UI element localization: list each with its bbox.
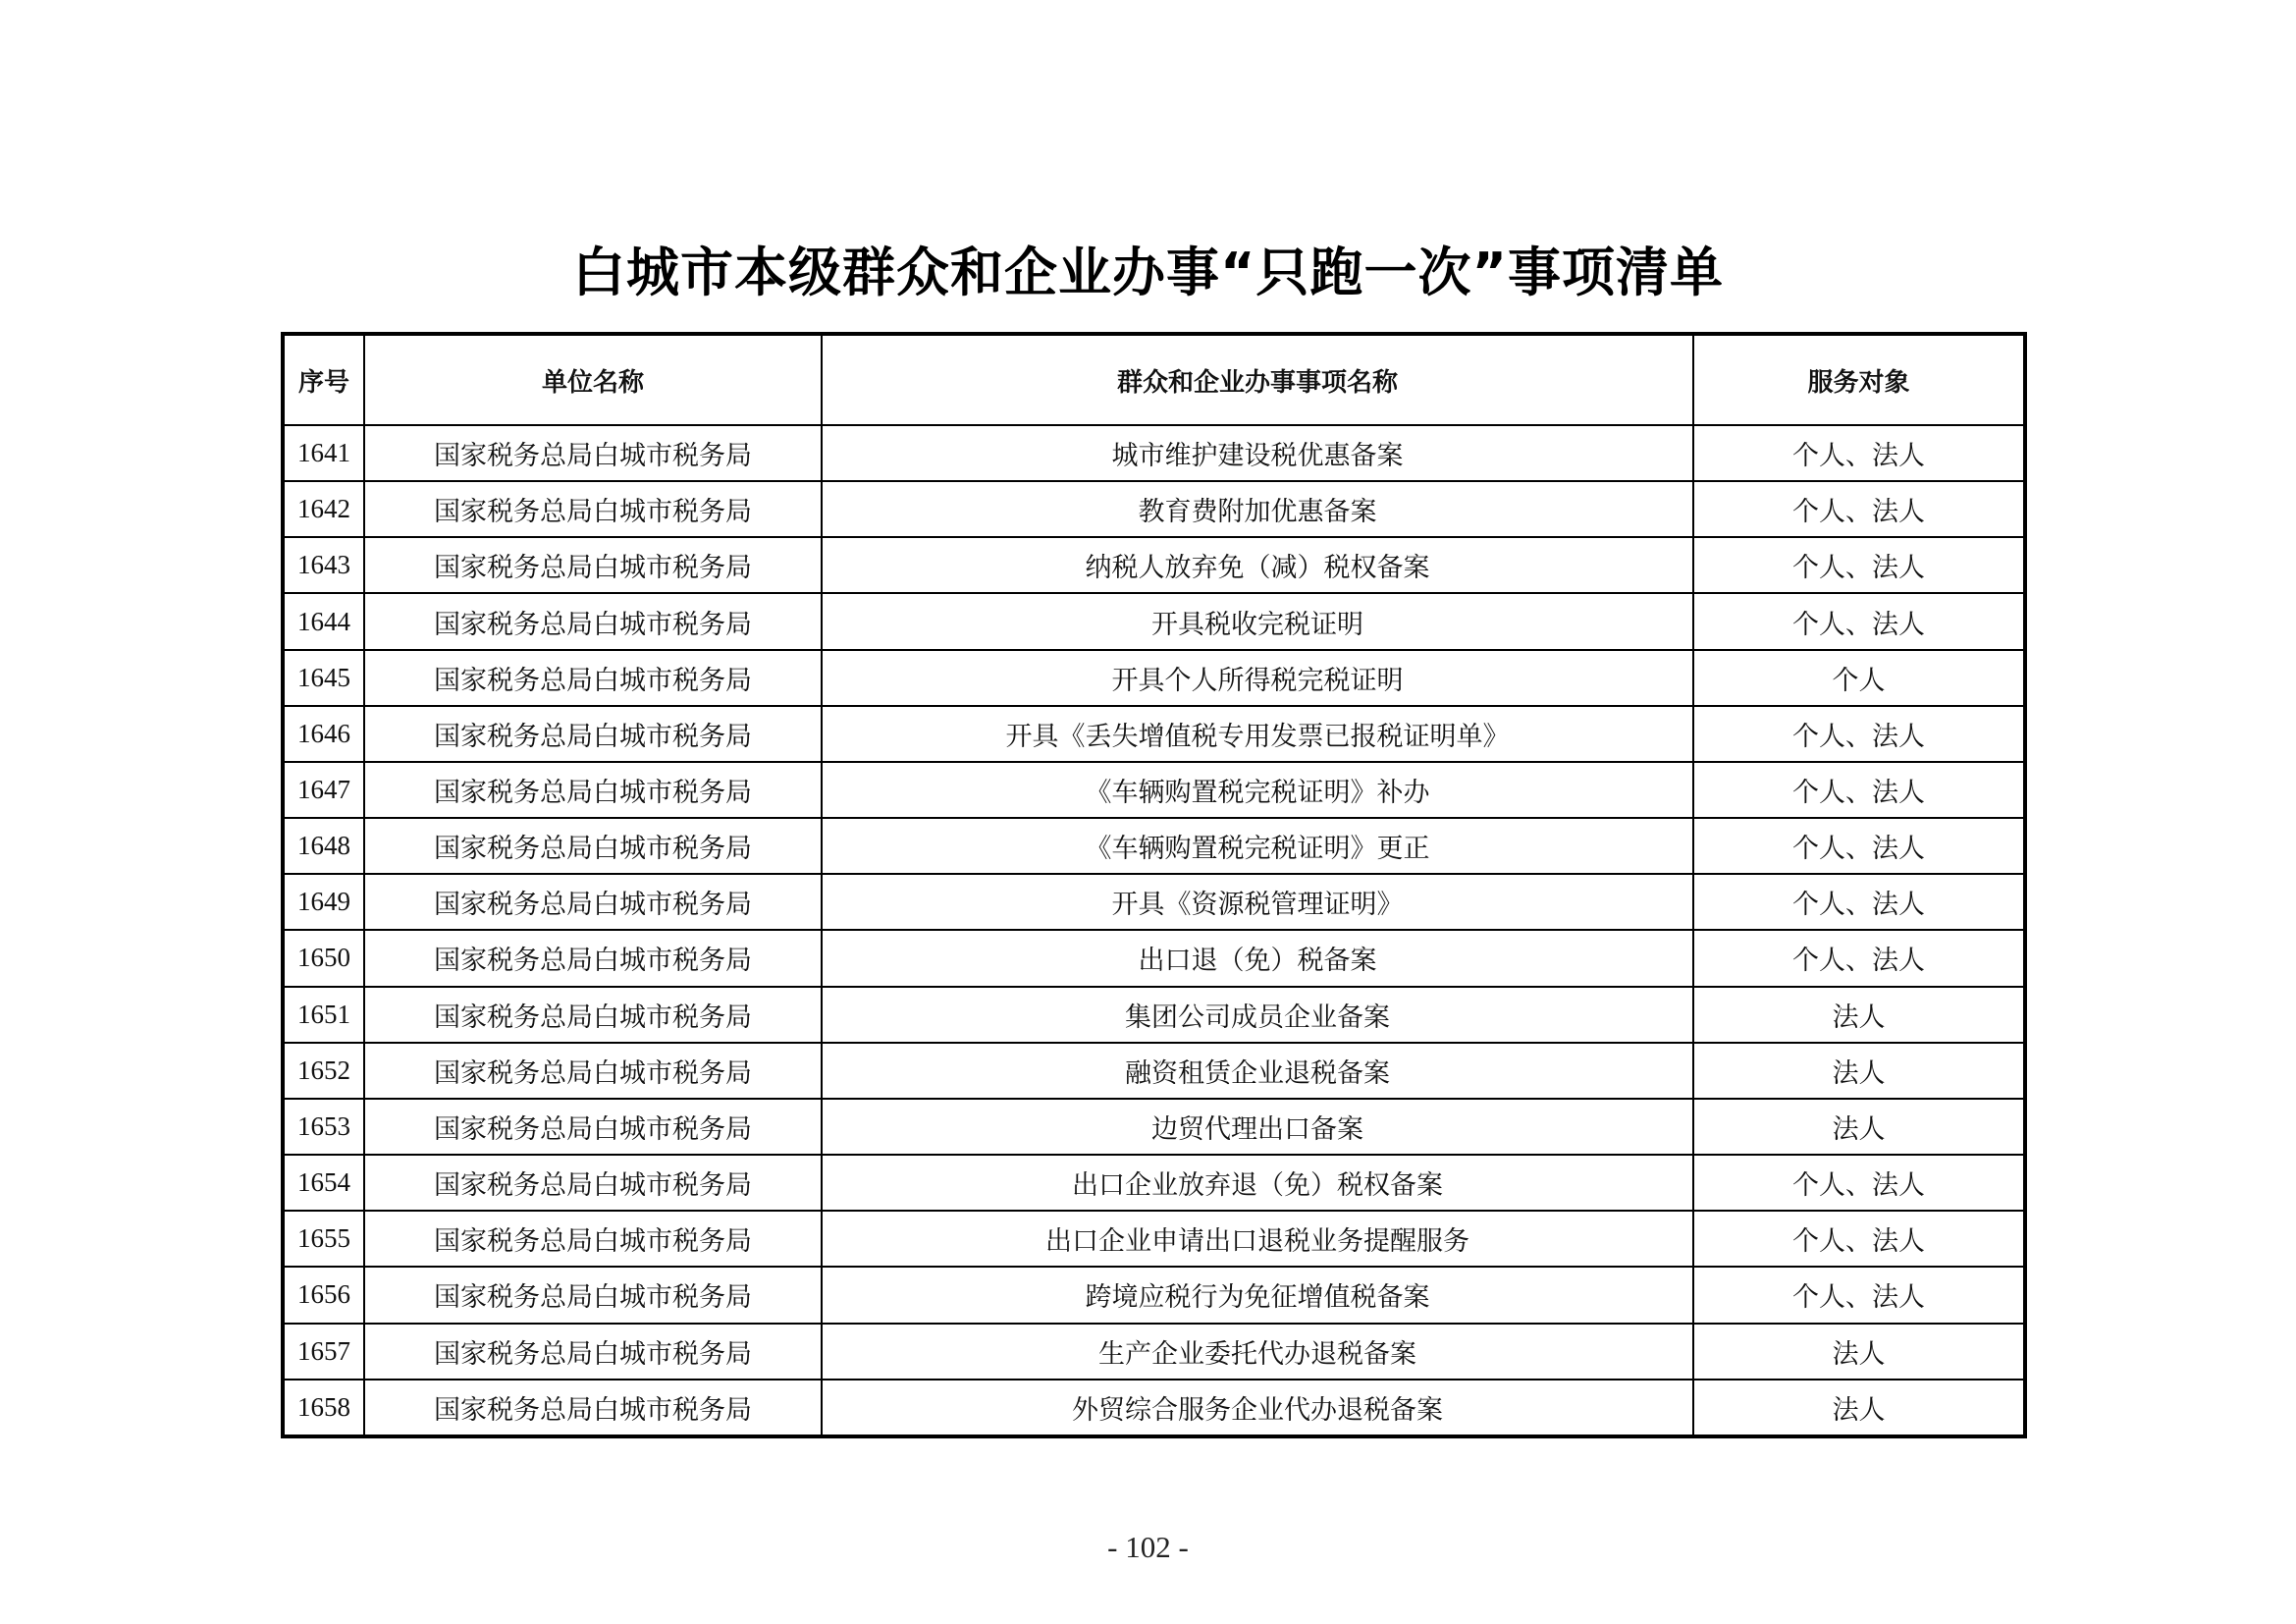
table-row <box>283 1267 2025 1323</box>
cell-unit: 国家税务总局白城市税务局 <box>364 1380 822 1436</box>
cell-seq: 1649 <box>283 874 364 930</box>
cell-seq: 1644 <box>283 593 364 649</box>
cell-target: 法人 <box>1693 987 2025 1043</box>
table-row <box>283 1211 2025 1267</box>
cell-item: 生产企业委托代办退税备案 <box>822 1324 1693 1380</box>
table-row <box>283 1324 2025 1380</box>
cell-target: 个人、法人 <box>1693 1267 2025 1323</box>
header-unit: 单位名称 <box>364 334 822 425</box>
cell-item: 边贸代理出口备案 <box>822 1099 1693 1155</box>
table-row <box>283 930 2025 986</box>
cell-target: 个人 <box>1693 650 2025 706</box>
cell-target: 个人、法人 <box>1693 593 2025 649</box>
cell-unit: 国家税务总局白城市税务局 <box>364 650 822 706</box>
cell-seq: 1646 <box>283 706 364 762</box>
cell-item: 开具《资源税管理证明》 <box>822 874 1693 930</box>
cell-seq: 1653 <box>283 1099 364 1155</box>
cell-item: 出口企业放弃退（免）税权备案 <box>822 1155 1693 1211</box>
cell-target: 个人、法人 <box>1693 930 2025 986</box>
cell-seq: 1648 <box>283 818 364 874</box>
cell-unit: 国家税务总局白城市税务局 <box>364 1099 822 1155</box>
cell-item: 开具《丢失增值税专用发票已报税证明单》 <box>822 706 1693 762</box>
cell-unit: 国家税务总局白城市税务局 <box>364 1043 822 1099</box>
cell-target: 个人、法人 <box>1693 481 2025 537</box>
cell-unit: 国家税务总局白城市税务局 <box>364 706 822 762</box>
cell-item: 纳税人放弃免（减）税权备案 <box>822 537 1693 593</box>
cell-unit: 国家税务总局白城市税务局 <box>364 762 822 818</box>
cell-unit: 国家税务总局白城市税务局 <box>364 481 822 537</box>
matters-table-container <box>281 332 2023 1438</box>
cell-seq: 1655 <box>283 1211 364 1267</box>
cell-unit: 国家税务总局白城市税务局 <box>364 1155 822 1211</box>
table-row <box>283 481 2025 537</box>
cell-item: 跨境应税行为免征增值税备案 <box>822 1267 1693 1323</box>
cell-unit: 国家税务总局白城市税务局 <box>364 537 822 593</box>
table-row <box>283 987 2025 1043</box>
cell-unit: 国家税务总局白城市税务局 <box>364 818 822 874</box>
table-header-row <box>283 334 2025 425</box>
cell-target: 个人、法人 <box>1693 425 2025 481</box>
cell-target: 个人、法人 <box>1693 762 2025 818</box>
table-body <box>283 425 2025 1436</box>
cell-unit: 国家税务总局白城市税务局 <box>364 425 822 481</box>
table-row <box>283 706 2025 762</box>
cell-item: 城市维护建设税优惠备案 <box>822 425 1693 481</box>
cell-seq: 1654 <box>283 1155 364 1211</box>
cell-target: 个人、法人 <box>1693 874 2025 930</box>
cell-target: 法人 <box>1693 1099 2025 1155</box>
table-row <box>283 1380 2025 1436</box>
cell-seq: 1642 <box>283 481 364 537</box>
cell-item: 集团公司成员企业备案 <box>822 987 1693 1043</box>
table-row <box>283 1155 2025 1211</box>
cell-target: 个人、法人 <box>1693 1211 2025 1267</box>
page-title: 白城市本级群众和企业办事“只跑一次”事项清单 <box>572 242 1724 303</box>
cell-target: 个人、法人 <box>1693 818 2025 874</box>
cell-item: 出口退（免）税备案 <box>822 930 1693 986</box>
cell-seq: 1652 <box>283 1043 364 1099</box>
cell-target: 个人、法人 <box>1693 706 2025 762</box>
cell-unit: 国家税务总局白城市税务局 <box>364 1211 822 1267</box>
table-row <box>283 1043 2025 1099</box>
cell-item: 出口企业申请出口退税业务提醒服务 <box>822 1211 1693 1267</box>
table-row <box>283 593 2025 649</box>
matters-table <box>281 332 2027 1438</box>
header-target: 服务对象 <box>1693 334 2025 425</box>
cell-target: 个人、法人 <box>1693 1155 2025 1211</box>
cell-seq: 1647 <box>283 762 364 818</box>
header-item: 群众和企业办事事项名称 <box>822 334 1693 425</box>
cell-item: 《车辆购置税完税证明》补办 <box>822 762 1693 818</box>
table-row <box>283 650 2025 706</box>
cell-unit: 国家税务总局白城市税务局 <box>364 874 822 930</box>
cell-unit: 国家税务总局白城市税务局 <box>364 1267 822 1323</box>
cell-item: 开具个人所得税完税证明 <box>822 650 1693 706</box>
cell-seq: 1651 <box>283 987 364 1043</box>
cell-seq: 1641 <box>283 425 364 481</box>
cell-unit: 国家税务总局白城市税务局 <box>364 930 822 986</box>
table-row <box>283 818 2025 874</box>
cell-item: 《车辆购置税完税证明》更正 <box>822 818 1693 874</box>
cell-seq: 1657 <box>283 1324 364 1380</box>
page-number: - 102 - <box>1107 1530 1189 1564</box>
cell-item: 教育费附加优惠备案 <box>822 481 1693 537</box>
header-seq: 序号 <box>283 334 364 425</box>
cell-item: 外贸综合服务企业代办退税备案 <box>822 1380 1693 1436</box>
cell-seq: 1643 <box>283 537 364 593</box>
cell-target: 法人 <box>1693 1043 2025 1099</box>
cell-item: 开具税收完税证明 <box>822 593 1693 649</box>
cell-target: 个人、法人 <box>1693 537 2025 593</box>
cell-seq: 1656 <box>283 1267 364 1323</box>
cell-seq: 1658 <box>283 1380 364 1436</box>
cell-unit: 国家税务总局白城市税务局 <box>364 1324 822 1380</box>
cell-target: 法人 <box>1693 1324 2025 1380</box>
cell-unit: 国家税务总局白城市税务局 <box>364 987 822 1043</box>
cell-seq: 1650 <box>283 930 364 986</box>
table-row <box>283 1099 2025 1155</box>
table-row <box>283 762 2025 818</box>
table-row <box>283 874 2025 930</box>
cell-target: 法人 <box>1693 1380 2025 1436</box>
cell-seq: 1645 <box>283 650 364 706</box>
cell-unit: 国家税务总局白城市税务局 <box>364 593 822 649</box>
table-row <box>283 425 2025 481</box>
cell-item: 融资租赁企业退税备案 <box>822 1043 1693 1099</box>
table-row <box>283 537 2025 593</box>
